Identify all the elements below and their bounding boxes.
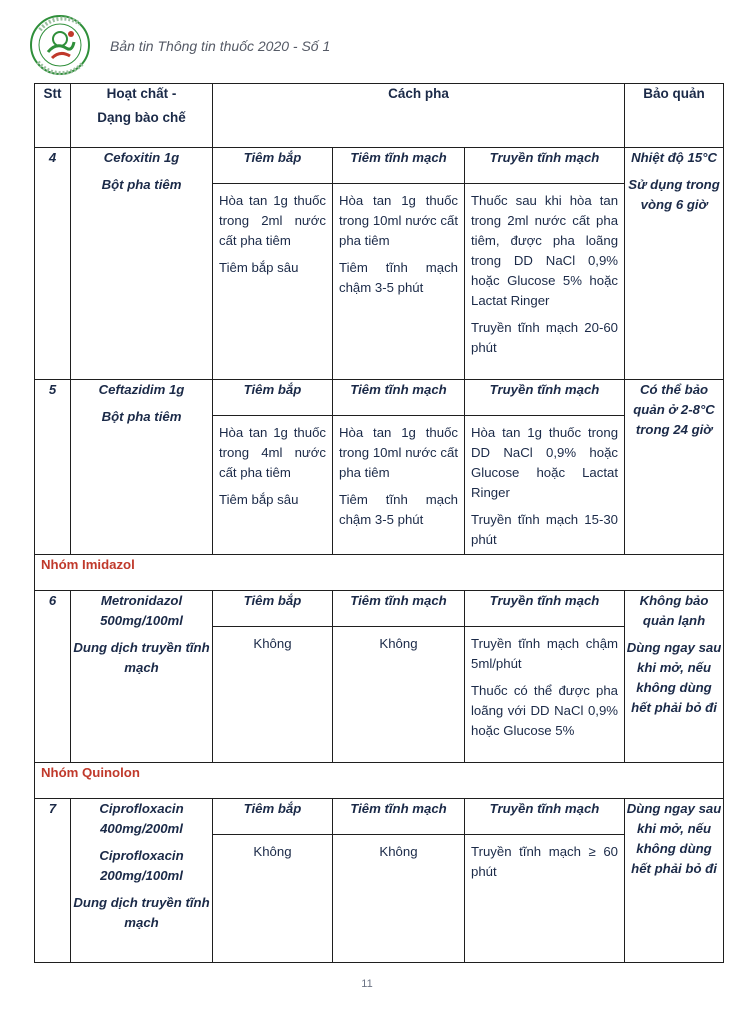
im-method-cell	[213, 416, 333, 555]
im-method-cell	[213, 184, 333, 380]
row-stt: 6	[35, 591, 71, 763]
drug-name: Ciprofloxacin 200mg/100ml	[99, 848, 184, 883]
sub-header-iv: Tiêm tĩnh mạch	[333, 380, 465, 416]
iv-method-cell	[333, 416, 465, 555]
sub-header-infusion: Truyền tĩnh mạch	[465, 799, 625, 835]
storage-cell	[625, 148, 724, 380]
iv-method-cell: Không	[333, 627, 465, 763]
method-text: Hòa tan 1g thuốc trong DD NaCl 0,9% hoặc Glucose hoặc Lactat Ringer	[471, 425, 619, 500]
method-text: Tiêm bắp sâu	[219, 492, 299, 507]
method-text: Tiêm tĩnh mạch chậm 3-5 phút	[339, 260, 458, 295]
sub-header-iv: Tiêm tĩnh mạch	[333, 591, 465, 627]
im-method-cell: Không	[213, 835, 333, 963]
column-header-stt: Stt	[35, 84, 71, 148]
group-label-quinolon: Nhóm Quinolon	[35, 763, 724, 799]
storage-text: Có thể bảo quản ở 2-8°C trong 24 giờ	[633, 382, 715, 437]
drug-cell	[71, 380, 213, 555]
drug-name: Cefoxitin 1g	[103, 150, 180, 165]
infusion-method-cell	[465, 184, 625, 380]
method-text: Truyền tĩnh mạch 20-60 phút	[471, 320, 619, 355]
sub-header-im: Tiêm bắp	[213, 148, 333, 184]
row-stt: 4	[35, 148, 71, 380]
sub-header-infusion: Truyền tĩnh mạch	[465, 380, 625, 416]
group-row	[35, 555, 724, 591]
iv-method-cell: Không	[333, 835, 465, 963]
storage-cell	[625, 799, 724, 963]
method-text: Hòa tan 1g thuốc trong 4ml nước cất pha tiêm	[219, 425, 326, 480]
page-header	[22, 12, 712, 76]
infusion-method-cell	[465, 835, 625, 963]
column-header-ingredient-line1: Hoạt chất -	[106, 86, 177, 101]
method-text: Hòa tan 1g thuốc trong 10ml nước cất pha tiêm	[339, 425, 458, 480]
dosage-form: Bột pha tiêm	[101, 409, 182, 424]
drug-name: Ceftazidim 1g	[98, 382, 185, 397]
drug-name: Ciprofloxacin 400mg/200ml	[99, 801, 184, 836]
storage-cell	[625, 591, 724, 763]
infusion-method-cell	[465, 627, 625, 763]
method-text: Thuốc sau khi hòa tan trong 2ml nước cất pha tiêm, được pha loãng trong DD NaCl 0,9% hoặc Glucose 5% hoặc Lactat Ringer	[471, 193, 619, 308]
infusion-method-cell	[465, 416, 625, 555]
storage-text: Dùng ngay sau khi mở, nếu không dùng hết phải bỏ đi	[626, 801, 722, 876]
hospital-logo-icon	[26, 12, 104, 76]
drug-cell	[71, 148, 213, 380]
method-text: Tiêm tĩnh mạch chậm 3-5 phút	[339, 492, 458, 527]
table-header-row	[35, 84, 724, 148]
method-text: Hòa tan 1g thuốc trong 10ml nước cất pha tiêm	[339, 193, 458, 248]
storage-cell	[625, 380, 724, 555]
column-header-storage: Bảo quản	[625, 84, 724, 148]
table-row	[35, 591, 724, 627]
table-row	[35, 380, 724, 416]
sub-header-iv: Tiêm tĩnh mạch	[333, 799, 465, 835]
storage-text: Không bảo quản lạnh	[639, 593, 709, 628]
sub-header-infusion: Truyền tĩnh mạch	[465, 591, 625, 627]
dosage-form: Bột pha tiêm	[101, 177, 182, 192]
row-stt: 7	[35, 799, 71, 963]
sub-header-infusion: Truyền tĩnh mạch	[465, 148, 625, 184]
group-row	[35, 763, 724, 799]
method-text: Hòa tan 1g thuốc trong 2ml nước cất pha tiêm	[219, 193, 326, 248]
drug-preparation-table	[34, 83, 724, 963]
sub-header-im: Tiêm bắp	[213, 591, 333, 627]
group-label-imidazol: Nhóm Imidazol	[35, 555, 724, 591]
bulletin-title: Bản tin Thông tin thuốc 2020 - Số 1	[110, 38, 331, 54]
dosage-form: Dung dịch truyền tĩnh mạch	[73, 640, 210, 675]
iv-method-cell	[333, 184, 465, 380]
column-header-method: Cách pha	[213, 84, 625, 148]
sub-header-im: Tiêm bắp	[213, 799, 333, 835]
column-header-ingredient	[71, 84, 213, 148]
method-text: Thuốc có thể được pha loãng với DD NaCl 0,9% hoặc Glucose 5%	[471, 683, 619, 738]
drug-cell	[71, 799, 213, 963]
storage-text: Nhiệt độ 15°C	[631, 150, 717, 165]
row-stt: 5	[35, 380, 71, 555]
method-text: Truyền tĩnh mạch chậm 5ml/phút	[471, 636, 619, 671]
storage-text: Dùng ngay sau khi mở, nếu không dùng hết phải bỏ đi	[626, 640, 722, 715]
column-header-ingredient-line2: Dạng bào chế	[97, 110, 186, 125]
sub-header-iv: Tiêm tĩnh mạch	[333, 148, 465, 184]
table-row	[35, 148, 724, 184]
im-method-cell: Không	[213, 627, 333, 763]
method-text: Truyền tĩnh mạch 15-30 phút	[471, 512, 619, 547]
method-text: Truyền tĩnh mạch ≥ 60 phút	[471, 844, 619, 879]
storage-text: Sử dụng trong vòng 6 giờ	[628, 177, 720, 212]
method-text: Tiêm bắp sâu	[219, 260, 299, 275]
table-row	[35, 799, 724, 835]
dosage-form: Dung dịch truyền tĩnh mạch	[73, 895, 210, 930]
drug-cell	[71, 591, 213, 763]
sub-header-im: Tiêm bắp	[213, 380, 333, 416]
drug-name: Metronidazol 500mg/100ml	[100, 593, 183, 628]
page-number: 11	[361, 978, 373, 990]
